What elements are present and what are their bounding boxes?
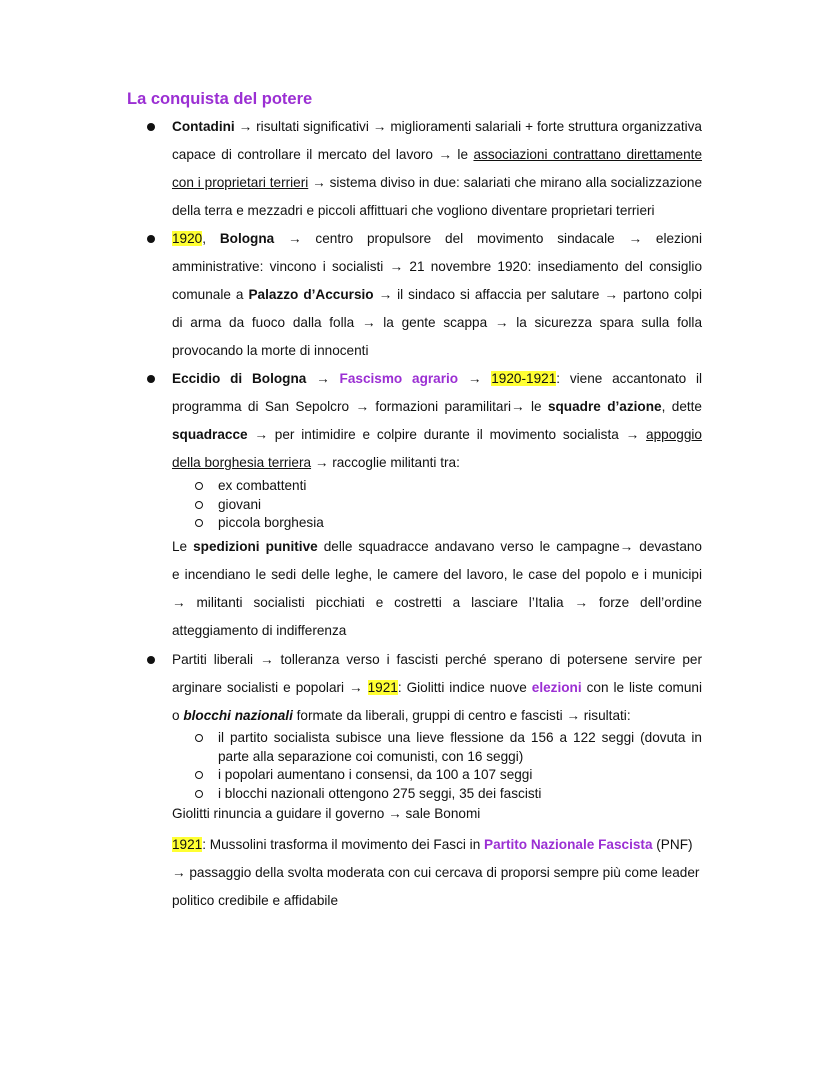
text-line: e incendiano le sedi delle leghe, le camere del lavoro, le case del popolo e i municipi — [172, 567, 702, 582]
term-spedizioni: spedizioni punitive — [193, 539, 318, 554]
term-eccidio: Eccidio di Bologna — [172, 371, 307, 386]
bullet-eccidio — [172, 365, 702, 477]
text-span: comunale a — [172, 287, 249, 302]
bullet-bologna-1920 — [172, 225, 702, 365]
text-line: → militanti socialisti picchiati e costretti a lasciare l’Italia → forze dell’ordine — [172, 595, 702, 610]
text-line: atteggiamento di indifferenza — [172, 623, 347, 638]
text-span: , dette — [661, 399, 702, 414]
highlight-year: 1921 — [172, 837, 203, 852]
sub-item: giovani — [218, 497, 262, 512]
text-line: → passaggio della svolta moderata con cui cercava di proporsi sempre più come leader — [172, 865, 700, 880]
bullet-dot — [147, 123, 155, 131]
text-span: arginare socialisti e popolari → — [172, 680, 368, 695]
text-line: politico credibile e affidabile — [172, 893, 338, 908]
text-line: della terra e mezzadri e piccoli affittuari che vogliono diventare proprietari terrieri — [172, 203, 655, 218]
text-span: → il sindaco si affaccia per salutare → partono colpi — [373, 287, 703, 302]
sub-item: ex combattenti — [218, 478, 307, 493]
bullet-contadini — [172, 113, 702, 225]
text-line — [172, 225, 702, 253]
sub-item: i popolari aumentano i consensi, da 100 a 107 seggi — [218, 767, 533, 782]
sub-bullet-circle — [195, 482, 203, 490]
highlight-years: 1920-1921 — [491, 371, 557, 386]
text-line — [172, 533, 702, 561]
text-line — [172, 393, 702, 421]
text-line — [172, 141, 702, 169]
section-title: La conquista del potere — [127, 90, 313, 108]
text-span: → risultati significativi → miglioramenti salariali + forte struttura organizzativa — [234, 119, 702, 134]
text-span: → raccoglie militanti tra: — [311, 455, 460, 470]
term-palazzo: Palazzo d’Accursio — [248, 287, 374, 302]
sub-bullet-circle — [195, 734, 203, 742]
text-line — [172, 281, 702, 309]
text-line — [172, 449, 702, 477]
highlight-year: 1920 — [172, 231, 203, 246]
text-line — [172, 674, 702, 702]
underlined-text: associazioni contrattano direttamente — [473, 147, 703, 162]
term-contadini: Contadini — [172, 119, 235, 134]
sub-bullet-circle — [195, 501, 203, 509]
text-span: Le — [172, 539, 194, 554]
text-span: (PNF) — [652, 837, 693, 852]
text-line — [172, 702, 702, 730]
underlined-text: della borghesia terriera — [172, 455, 312, 470]
sub-bullet-circle — [195, 771, 203, 779]
text-line: provocando la morte di innocenti — [172, 343, 369, 358]
text-line — [172, 365, 702, 393]
text-line — [172, 831, 702, 859]
paragraph-spedizioni — [172, 533, 702, 645]
text-span: : Giolitti indice nuove — [397, 680, 532, 695]
text-span: delle squadracce andavano verso le campagne→ devastano — [317, 539, 702, 554]
text-span: → — [306, 371, 340, 386]
underlined-text: appoggio — [646, 427, 702, 442]
text-span: formate da liberali, gruppi di centro e fascisti → risultati: — [292, 708, 631, 723]
text-line — [172, 169, 702, 197]
sub-item: i blocchi nazionali ottengono 275 seggi, 35 dei fascisti — [218, 786, 542, 801]
underlined-text: con i proprietari terrieri — [172, 175, 309, 190]
bullet-partiti-liberali — [172, 646, 702, 730]
text-line: amministrative: vincono i socialisti → 21 novembre 1920: insediamento del consiglio — [172, 259, 702, 274]
text-span: → — [458, 371, 492, 386]
term-elezioni: elezioni — [531, 680, 582, 695]
text-span: : Mussolini trasforma il movimento dei Fasci in — [202, 837, 485, 852]
term-squadracce: squadracce — [172, 427, 248, 442]
text-line: di arma da fuoco dalla folla → la gente scappa → la sicurezza spara sulla folla — [172, 315, 702, 330]
text-span: → per intimidire e colpire durante il movimento socialista → — [247, 427, 647, 442]
text-span: con le liste comuni — [581, 680, 702, 695]
sub-item: piccola borghesia — [218, 515, 324, 530]
text-line: Giolitti rinuncia a guidare il governo → sale Bonomi — [172, 806, 481, 821]
highlight-year: 1921 — [367, 680, 398, 695]
text-line: parte alla separazione coi comunisti, con 16 seggi) — [218, 748, 524, 764]
text-line: Partiti liberali → tolleranza verso i fascisti perché sperano di potersene servire per — [172, 652, 702, 667]
term-squadre: squadre d’azione — [547, 399, 662, 414]
sub-bullet-circle — [195, 790, 203, 798]
bullet-dot — [147, 375, 155, 383]
paragraph-pnf — [172, 831, 702, 915]
term-fascismo-agrario: Fascismo agrario — [339, 371, 459, 386]
text-span: , — [202, 231, 220, 246]
bullet-dot — [147, 656, 155, 664]
text-span: → centro propulsore del movimento sindacale → elezioni — [274, 231, 702, 246]
text-span: : viene accantonato il — [556, 371, 702, 386]
text-span: o — [172, 708, 184, 723]
text-line: il partito socialista subisce una lieve flessione da 156 a 122 seggi (dovuta in — [218, 730, 702, 745]
text-line — [172, 421, 702, 449]
text-span: → sistema diviso in due: salariati che mirano alla socializzazione — [308, 175, 702, 190]
bullet-dot — [147, 235, 155, 243]
text-span: capace di controllare il mercato del lavoro → le — [172, 147, 474, 162]
text-span: programma di San Sepolcro → formazioni paramilitari→ le — [172, 399, 548, 414]
text-line — [172, 113, 702, 141]
term-blocchi-nazionali: blocchi nazionali — [183, 708, 293, 723]
term-pnf: Partito Nazionale Fascista — [484, 837, 653, 852]
sub-bullet-circle — [195, 519, 203, 527]
term-bologna: Bologna — [219, 231, 275, 246]
sub-item — [218, 729, 702, 766]
